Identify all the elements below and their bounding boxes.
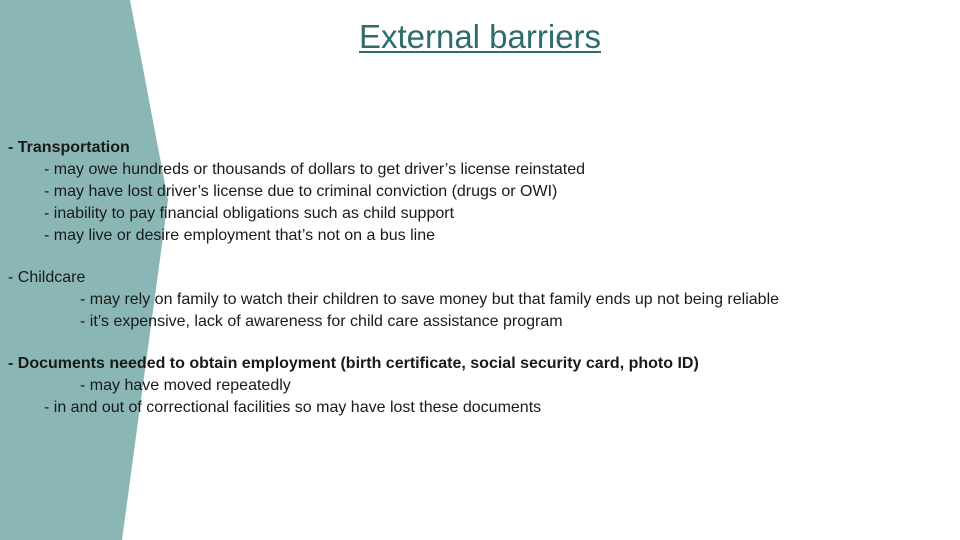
section-heading-childcare: - Childcare (8, 269, 86, 286)
documents-item-1: - may have moved repeatedly (80, 377, 291, 394)
section-heading-transportation: - Transportation (8, 139, 130, 156)
transportation-item-3: - inability to pay financial obligations such as child support (44, 205, 455, 222)
transportation-item-2: - may have lost driver’s license due to criminal conviction (drugs or OWI) (44, 183, 558, 200)
section-heading-documents: - Documents needed to obtain employment (birth certificate, social security card, photo ID) (8, 355, 699, 372)
childcare-item-2: - it’s expensive, lack of awareness for child care assistance program (80, 313, 563, 330)
slide-title: External barriers (358, 18, 602, 55)
childcare-item-1: - may rely on family to watch their children to save money but that family ends up not being reliable (80, 291, 780, 308)
transportation-item-1: - may owe hundreds or thousands of dollars to get driver’s license reinstated (44, 161, 586, 178)
documents-item-2: - in and out of correctional facilities so may have lost these documents (44, 399, 542, 416)
transportation-item-4: - may live or desire employment that’s not on a bus line (44, 227, 436, 244)
